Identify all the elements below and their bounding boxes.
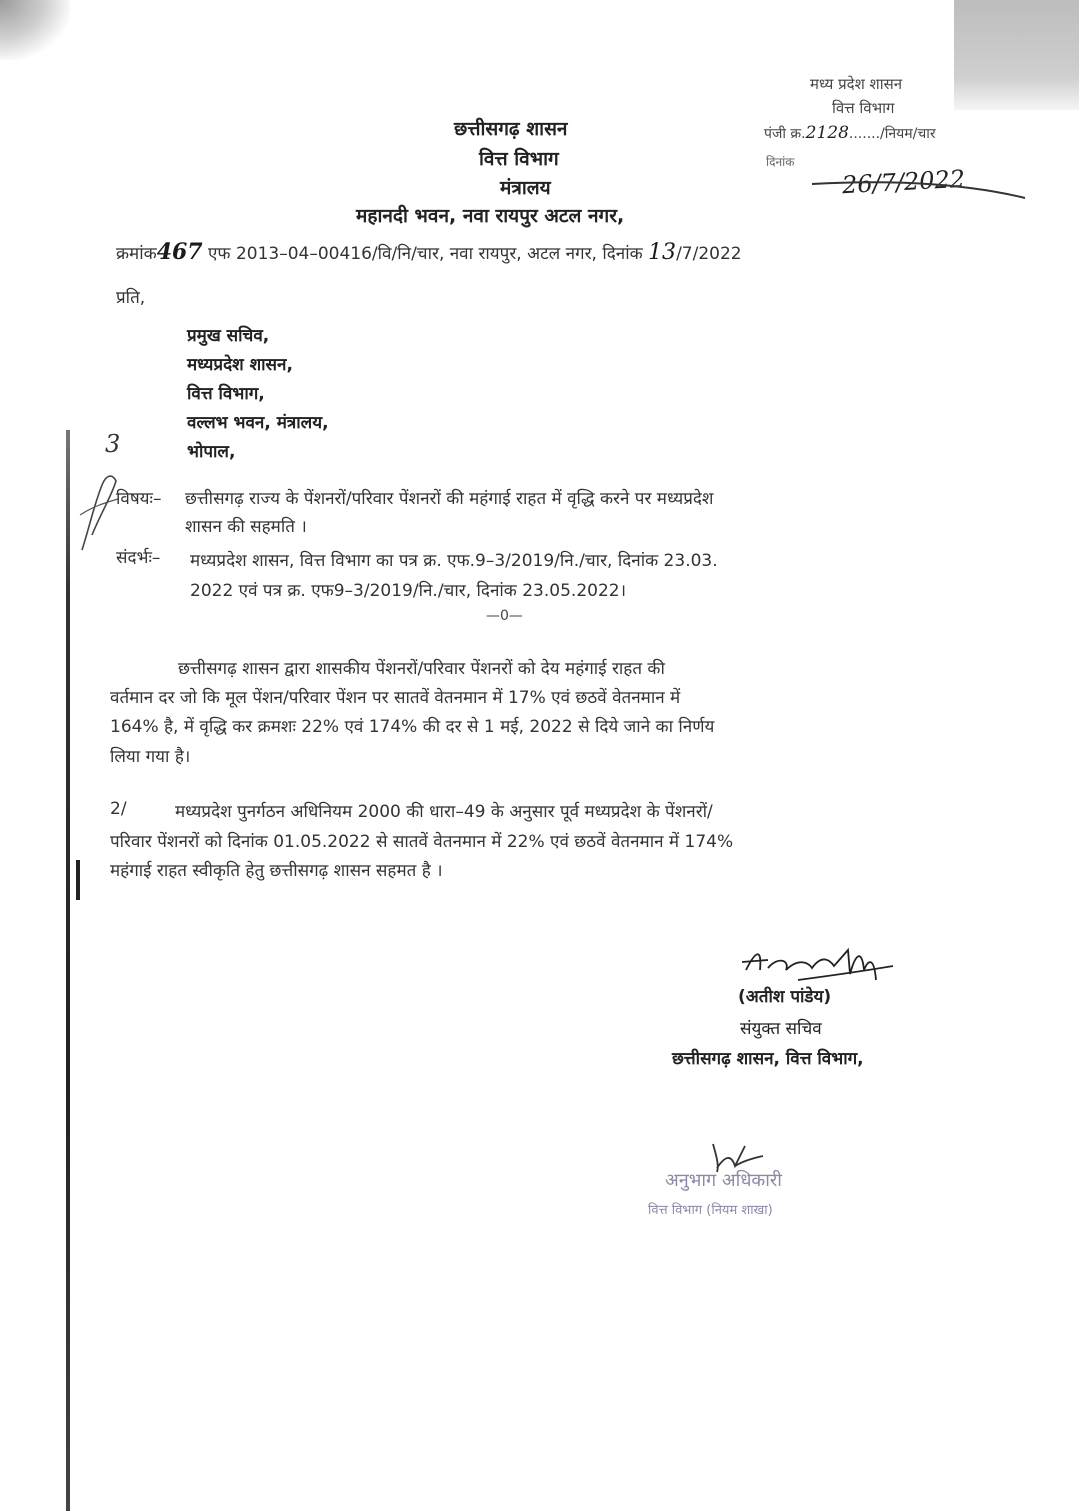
section-officer-stamp-dept: वित्त विभाग (नियम शाखा) [648,1203,773,1218]
addressee-line: वल्लभ भवन, मंत्रालय, [187,413,329,433]
separator: —0— [486,608,523,624]
reference-number-line [116,239,742,265]
margin-handwritten-note: 3 [105,430,121,458]
para2-number: 2/ [110,799,127,819]
stamp-reg-number: 2128 [805,123,849,143]
scan-shadow-corner [0,0,70,60]
stamp-reg-label: पंजी क्र. [764,126,806,142]
ref-day-handwritten: 13 [648,240,677,265]
page-edge-line [66,430,70,1511]
signature-scribble [738,940,898,990]
header-address: महानदी भवन, नवा रायपुर अटल नगर, [356,205,625,227]
scan-shadow-right [954,0,1079,110]
para1-line: छत्तीसगढ़ शासन द्वारा शासकीय पेंशनरों/परिवार पेंशनरों को देय महंगाई राहत की [178,659,665,679]
subject-line2: शासन की सहमति । [185,517,307,537]
para1-line: लिया गया है। [110,747,191,767]
stamp-line2: वित्त विभाग [832,99,895,117]
to-label: प्रति, [116,288,146,308]
addressee-block [187,322,329,467]
subject-label: विषयः– [116,489,162,509]
stamp-line1: मध्य प्रदेश शासन [810,75,903,93]
addressee-line: मध्यप्रदेश शासन, [187,355,293,375]
header-government: छत्तीसगढ़ शासन [454,118,568,140]
reference-label: संदर्भः– [116,548,161,568]
reference-line1: मध्यप्रदेश शासन, वित्त विभाग का पत्र क्र. एफ.9–3/2019/नि./चार, दिनांक 23.03. [190,551,718,571]
section-officer-stamp-title: अनुभाग अधिकारी [665,1170,782,1191]
reference-line2: 2022 एवं पत्र क्र. एफ9–3/2019/नि./चार, दिनांक 23.05.2022। [190,581,627,601]
signatory-designation: संयुक्त सचिव [740,1019,822,1039]
para2-line: परिवार पेंशनरों को दिनांक 01.05.2022 से सातवें वेतनमान में 22% एवं छठवें वेतनमान में 174% [110,832,734,852]
para1-line: 164% है, में वृद्धि कर क्रमशः 22% एवं 174% की दर से 1 मई, 2022 से दिये जाने का निर्णय [110,717,715,737]
signatory-office: छत्तीसगढ़ शासन, वित्त विभाग, [672,1049,864,1069]
subject-line1: छत्तीसगढ़ राज्य के पेंशनरों/परिवार पेंशनरों की महंगाई राहत में वृद्धि करने पर मध्यप्रदेश [185,489,714,509]
stamp-date-handwritten: 26/7/2022 [841,164,966,200]
stamp-underline [810,176,1030,206]
stamp-reg-suffix: ......./नियम/चार [848,126,936,142]
header-department: वित्त विभाग [479,148,559,170]
ref-text: एफ 2013–04–00416/वि/नि/चार, नवा रायपुर, अटल नगर, दिनांक [208,244,643,264]
addressee-line: प्रमुख सचिव, [187,326,270,346]
para1-line: वर्तमान दर जो कि मूल पेंशन/परिवार पेंशन पर सातवें वेतनमान में 17% एवं छठवें वेतनमान में [110,688,681,708]
addressee-line: वित्त विभाग, [187,384,265,404]
header-ministry: मंत्रालय [500,177,551,199]
page-edge-mark [76,860,80,900]
para2-line: मध्यप्रदेश पुनर्गठन अधिनियम 2000 की धारा–49 के अनुसार पूर्व मध्यप्रदेश के पेंशनरों/ [175,802,713,822]
ref-prefix: क्रमांक [116,244,157,264]
stamp-date-label: दिनांक [766,155,795,169]
stamp-reg-row [764,123,936,143]
signatory-name: (अतीश पांडेय) [738,987,832,1007]
ref-number-handwritten: 467 [156,239,203,265]
para2-line: महंगाई राहत स्वीकृति हेतु छत्तीसगढ़ शासन सहमत है । [110,861,443,881]
addressee-line: भोपाल, [187,442,236,462]
ref-rest: /7/2022 [676,244,742,264]
